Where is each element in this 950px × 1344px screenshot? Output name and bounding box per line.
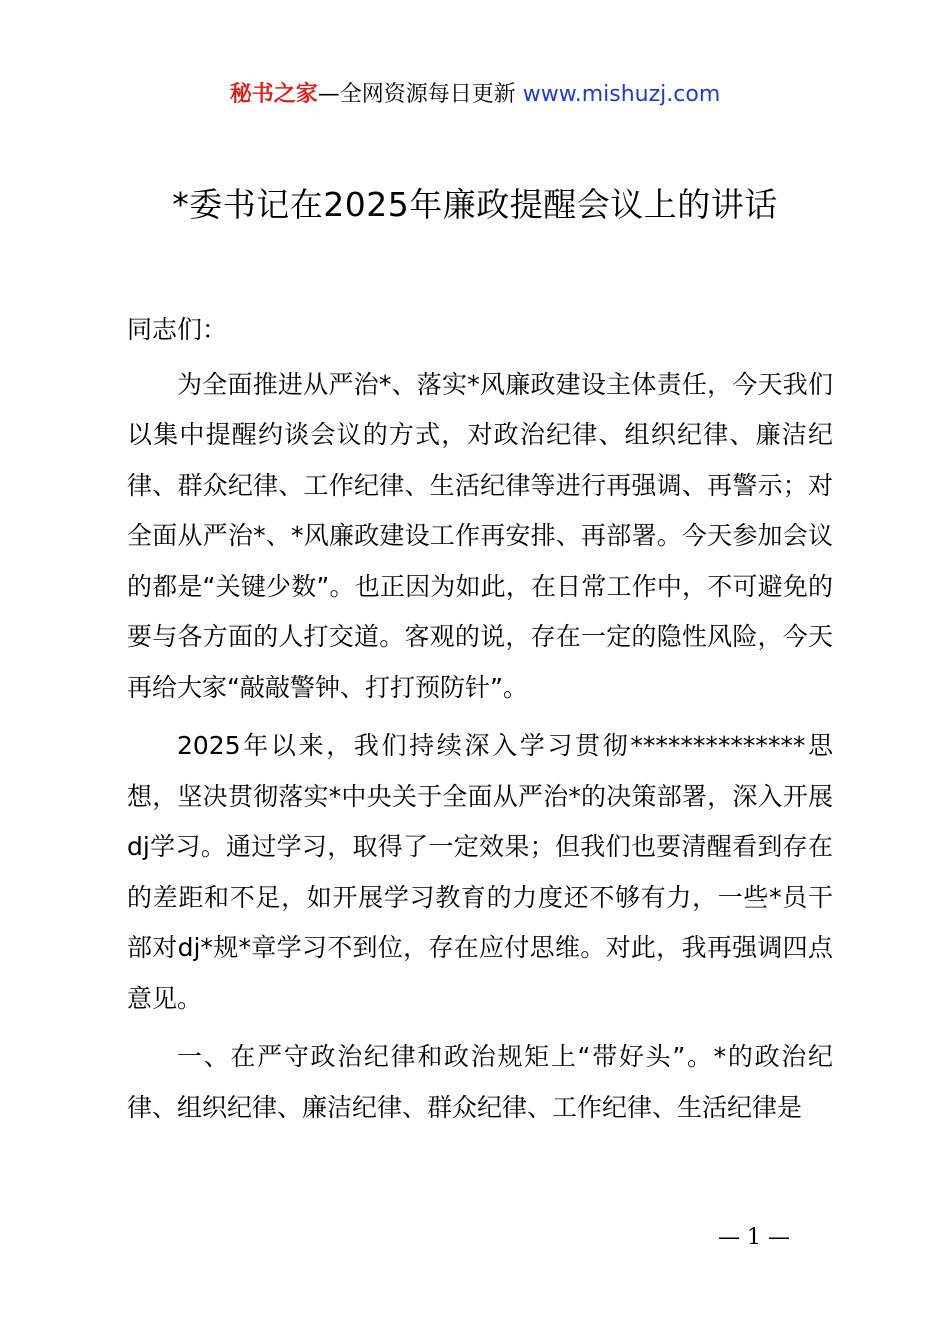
- salutation: 同志们：: [127, 315, 228, 344]
- site-brand: 秘书之家: [229, 82, 318, 107]
- paragraph-2: 2025年以来，我们持续深入学习贯彻**************思想，坚决贯彻落实*中央关于全面从严治*的决策部署，深入开展dj学习。通过学习，取得了一定效果；但我们也要清醒看到存在的差距和不足，如开展学习教育的力度还不够有力，一些*员干部对dj*规*章学习不到位，存在应付思维。对此，我再强调四点意见。: [127, 731, 833, 1013]
- site-header: [0, 78, 950, 112]
- document-title: *委书记在2025年廉政提醒会议上的讲话: [172, 185, 778, 224]
- site-tagline: —全网资源每日更新: [317, 82, 516, 107]
- paragraph-3: 一、在严守政治纪律和政治规矩上“带好头”。*的政治纪律、组织纪律、廉洁纪律、群众纪律、工作纪律、生活纪律是: [127, 1042, 833, 1122]
- paragraph-1: 为全面推进从严治*、落实*风廉政建设主体责任，今天我们以集中提醒约谈会议的方式，对政治纪律、组织纪律、廉洁纪律、群众纪律、工作纪律、生活纪律等进行再强调、再警示；对全面从严治*、*风廉政建设工作再安排、再部署。今天参加会议的都是“关键少数”。也正因为如此，在日常工作中，不可避免的要与各方面的人打交道。客观的说，存在一定的隐性风险，今天再给大家“敲敲警钟、打打预防针”。: [127, 369, 833, 702]
- document-body: [127, 305, 833, 1141]
- site-url-link[interactable]: www.mishuzj.com: [522, 82, 721, 107]
- page-number: — 1 —: [718, 1225, 790, 1250]
